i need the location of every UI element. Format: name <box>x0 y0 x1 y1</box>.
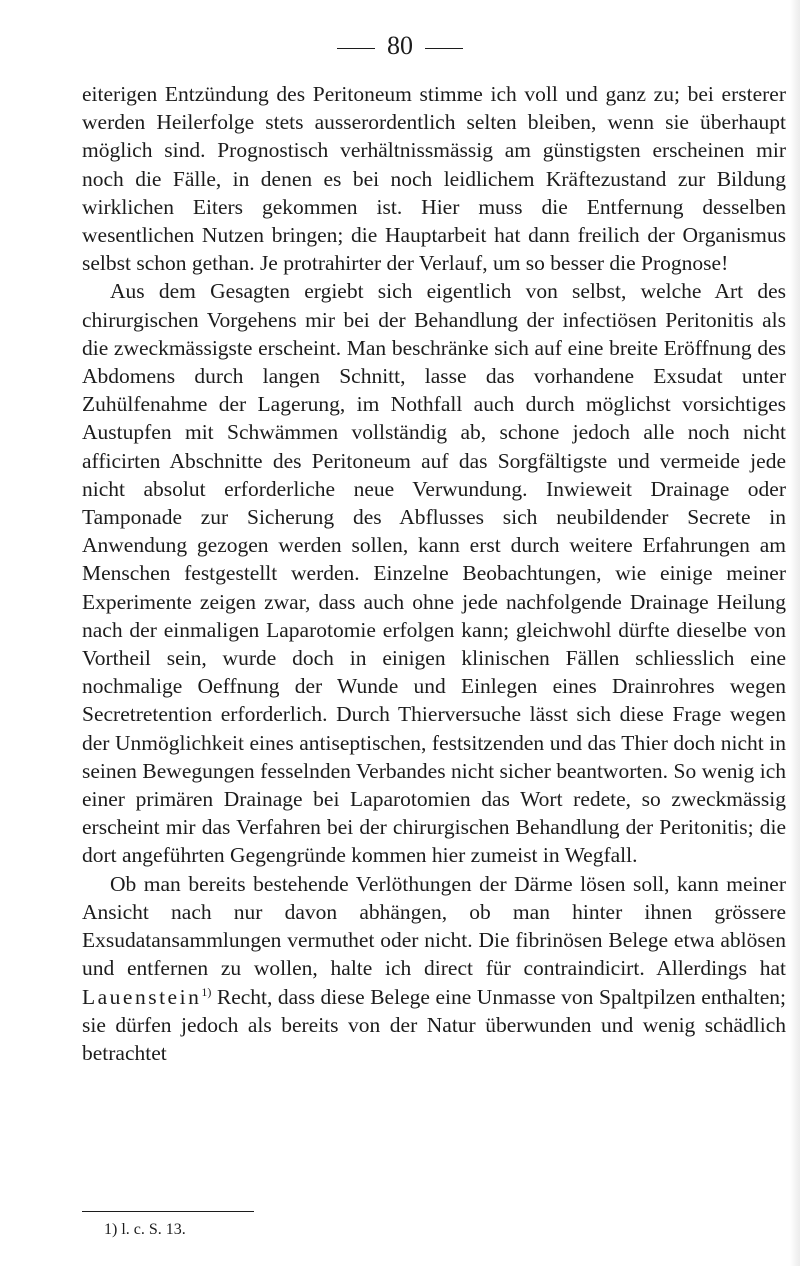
paragraph-2 <box>82 277 786 869</box>
author-name-lauenstein: Lauenstein <box>82 984 202 1009</box>
paragraph-1-text: eiterigen Entzündung des Peritoneum stimme ich voll und ganz zu; bei ersterer werden Heilerfolge stets ausserordentlich selten bleiben, wenn sie überhaupt möglich sind. Prognostisch verhältnissmässig am günstigsten erscheinen mir noch die Fälle, in denen es bei noch leidlichem Kräftezustand zur Bildung wirklichen Eiters gekommen ist. Hier muss die Entfernung desselben wesentlichen Nutzen bringen; die Hauptarbeit hat dann freilich der Organismus selbst schon gethan. Je protrahirter der Verlauf, um so besser die Prognose! <box>82 82 786 276</box>
page-number: 80 <box>387 31 413 60</box>
footnote-marker: 1) <box>201 984 212 999</box>
paragraph-3 <box>82 870 786 1067</box>
footnote-rule <box>82 1211 254 1212</box>
paragraph-2-text: Aus dem Gesagten ergiebt sich eigentlich von selbst, welche Art des chirurgischen Vorgehens mir bei der Behandlung der infectiösen Peritonitis als die zweckmässigste erscheint. Man beschränke sich auf eine breite Eröffnung des Abdomens durch langen Schnitt, lasse das vorhandene Exsudat unter Zuhülfenahme der Lagerung, im Nothfall auch durch möglichst vorsichtiges Austupfen mit Schwämmen vollständig ab, schone jedoch alle noch nicht afficirten Abschnitte des Peritoneum auf das Sorgfältigste und vermeide jede nicht absolut erforderliche neue Verwundung. Inwieweit Drainage oder Tamponade zur Sicherung des Abflusses sich neubildender Secrete in Anwendung gezogen werden sollen, kann erst durch weitere Erfahrungen am Menschen festgestellt werden. Einzelne Beobachtungen, wie einige meiner Experimente zeigen zwar, dass auch ohne jede nachfolgende Drainage Heilung nach der einmaligen Laparotomie erfolgen kann; gleichwohl dürfte dieselbe von Vortheil sein, wurde doch in einigen klinischen Fällen schliesslich eine nochmalige Oeffnung der Wunde und Einlegen eines Drainrohres wegen Secretretention erforderlich. Durch Thierversuche lässt sich diese Frage wegen der Unmöglichkeit eines antiseptischen, festsitzenden und das Thier doch nicht in seinen Bewegungen fesselnden Verbandes nicht sicher beantworten. So wenig ich einer primären Drainage bei Laparotomien das Wort redete, so zweckmässig erscheint mir das Verfahren bei der chirurgischen Behandlung der Peritonitis; die dort angeführten Gegengründe kommen hier zumeist in Wegfall. <box>82 279 786 868</box>
paragraph-3-text-b: Recht, dass diese Belege eine Unmasse von Spaltpilzen enthalten; sie dürfen jedoch als bereits von der Natur überwunden und wenig schädlich betrachtet <box>82 984 786 1065</box>
paragraph-3-text-a: Ob man bereits bestehende Verlöthungen der Därme lösen soll, kann meiner Ansicht nach nur davon abhängen, ob man hinter ihnen grössere Exsudatansammlungen vermuthet oder nicht. Die fibrinösen Belege etwa ablösen und entfernen zu wollen, halte ich direct für contraindicirt. Allerdings hat <box>82 871 786 981</box>
footnote: 1) l. c. S. 13. <box>104 1221 186 1238</box>
page-edge-shadow <box>790 0 800 1266</box>
body-text <box>82 80 786 1067</box>
paragraph-1 <box>82 80 786 277</box>
header-dash-left <box>337 48 375 49</box>
header-dash-right <box>425 48 463 49</box>
page-header <box>0 30 800 62</box>
